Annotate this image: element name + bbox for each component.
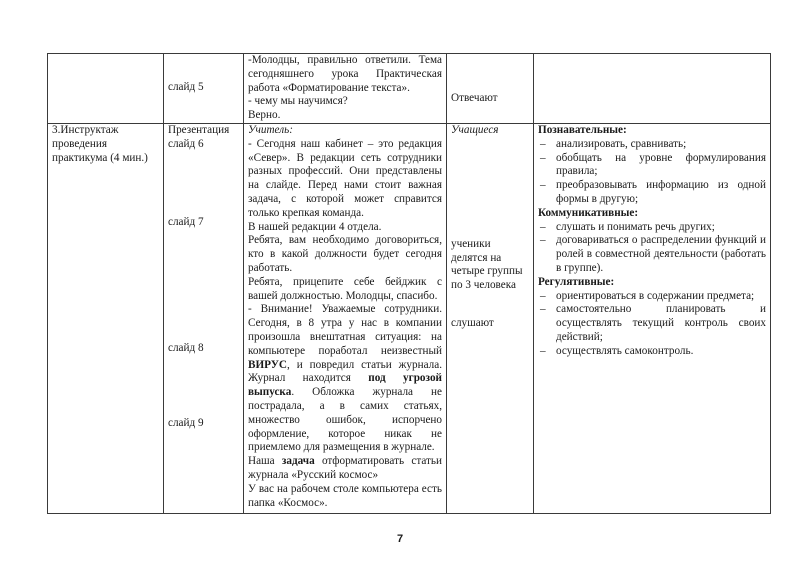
threat-emphasis: под угрозой выпуска — [248, 372, 442, 399]
text-run: , и повредил статьи журнала. Журнал находится — [248, 358, 442, 385]
presentation-slide-6: Презентация слайд 6 — [168, 123, 230, 150]
stage-title: 3.Инструктаж проведения практикума (4 мин.) — [52, 123, 148, 164]
students-heading: Учащиеся — [451, 123, 499, 136]
regulatory-title: Регулятивные: — [538, 275, 615, 288]
cognitive-title: Познавательные: — [538, 123, 627, 136]
resource-cell — [164, 54, 244, 124]
students-groups: ученики делятся на четыре группы по 3 человека — [451, 237, 523, 292]
teacher-cell — [244, 54, 447, 124]
virus-emphasis: ВИРУС — [248, 358, 288, 371]
teacher-heading: Учитель: — [248, 123, 293, 136]
teacher-paragraph — [248, 303, 442, 455]
list-item: – обобщать на уровне формулирования правила; — [538, 152, 766, 180]
slide-7-label: слайд 7 — [168, 215, 204, 228]
teacher-cell — [244, 123, 447, 513]
teacher-paragraph: Ребята, прицепите себе бейджик с вашей должностью. Молодцы, спасибо. — [248, 275, 442, 302]
students-cell — [447, 123, 534, 513]
students-text: Отвечают — [451, 92, 498, 104]
stage-cell — [48, 123, 164, 513]
table-row — [48, 123, 771, 513]
list-item: – анализировать, сравнивать; — [538, 138, 766, 152]
communicative-title: Коммуникативные: — [538, 206, 639, 219]
list-item: – самостоятельно планировать и осуществлять текущий контроль своих действий; — [538, 303, 766, 344]
text-run: Наша — [248, 455, 282, 468]
communicative-list — [538, 221, 766, 276]
outcomes-cell — [534, 123, 771, 513]
outcomes-cell — [534, 54, 771, 124]
list-item: – осуществлять самоконтроль. — [538, 345, 766, 359]
lesson-plan-table — [47, 53, 771, 514]
list-item: – ориентироваться в содержании предмета; — [538, 290, 766, 304]
slide-8-label: слайд 8 — [168, 342, 204, 355]
teacher-text: - чему мы научимся? — [248, 95, 348, 108]
list-item: – преобразовывать информацию из одной формы в другую; — [538, 179, 766, 207]
text-run: отформатировать статьи журнала «Русский космос» — [248, 455, 443, 481]
resource-cell — [164, 123, 244, 513]
list-item: – договариваться о распределении функций и ролей в совместной деятельности (работать в группе). — [538, 234, 766, 275]
teacher-paragraph: В нашей редакции 4 отдела. — [248, 220, 382, 233]
slide-9-label: слайд 9 — [168, 417, 204, 430]
students-listen: слушают — [451, 316, 494, 329]
text-run: - Внимание! Уважаемые сотрудники. Сегодня, в 8 утра у нас в компании произошла внештатная ситуация: на компьютере поработал неизвестный — [248, 303, 442, 357]
regulatory-list — [538, 290, 766, 359]
page-number: 7 — [396, 533, 404, 545]
teacher-text: -Молодцы, правильно ответили. Тема сегодняшнего урока Практическая работа «Форматирование текста». — [248, 54, 442, 94]
students-cell — [447, 54, 534, 124]
cognitive-list — [538, 138, 766, 207]
teacher-paragraph — [248, 455, 442, 483]
task-emphasis: задача — [281, 455, 315, 468]
list-item: – слушать и понимать речь других; — [538, 221, 766, 235]
stage-cell — [48, 54, 164, 124]
teacher-paragraph: Ребята, вам необходимо договориться, кто в какой должности будет сегодня работать. — [248, 234, 442, 274]
teacher-paragraph: У вас на рабочем столе компьютера есть папка «Космос». — [248, 482, 442, 509]
slide-label: слайд 5 — [168, 81, 204, 93]
teacher-text: Верно. — [248, 109, 281, 122]
teacher-paragraph: - Сегодня наш кабинет – это редакция «Север». В редакции сеть сотрудники разных профессий. Они представлены на слайде. Перед нами стоит важная задача, с которой может справится только крепкая команда. — [248, 137, 442, 219]
text-run: . Обложка журнала не пострадала, а в самих статьях, множество ошибок, испорчено оформление, которое никак не приемлемо для размещения в журнале. — [248, 386, 442, 454]
table-row — [48, 54, 771, 124]
